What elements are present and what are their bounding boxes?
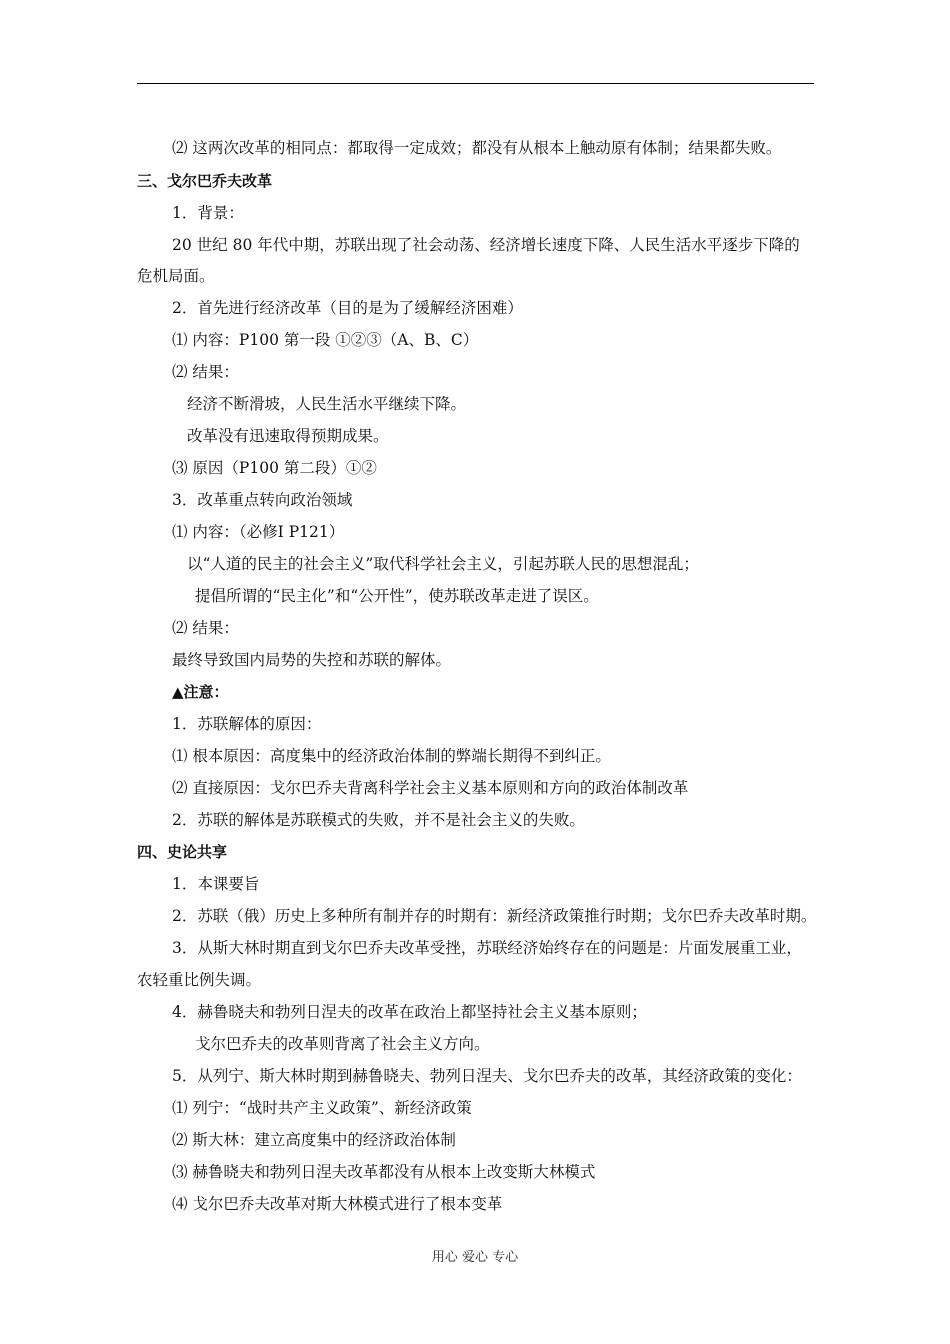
text-line: ⑴ 根本原因：高度集中的经济政治体制的弊端长期得不到纠正。: [172, 747, 611, 765]
text-line: 3．改革重点转向政治领域: [172, 491, 353, 509]
text-line: 20 世纪 80 年代中期，苏联出现了社会动荡、经济增长速度下降、人民生活水平逐步下降的: [172, 236, 800, 254]
text-line: ⑶ 赫鲁晓夫和勃列日涅夫改革都没有从根本上改变斯大林模式: [172, 1163, 596, 1181]
text-line: 戈尔巴乔夫的改革则背离了社会主义方向。: [195, 1035, 490, 1053]
text-line: 提倡所谓的“民主化”和“公开性”，使苏联改革走进了误区。: [195, 587, 599, 605]
text-line: 以“人道的民主的社会主义”取代科学社会主义，引起苏联人民的思想混乱；: [187, 555, 699, 573]
text-line: 最终导致国内局势的失控和苏联的解体。: [172, 651, 452, 669]
text-line: 农轻重比例失调。: [137, 971, 262, 989]
text-line: ⑵ 斯大林：建立高度集中的经济政治体制: [172, 1131, 456, 1149]
text-line: ⑵ 直接原因：戈尔巴乔夫背离科学社会主义基本原则和方向的政治体制改革: [172, 779, 689, 797]
text-line: ⑶ 原因（P100 第二段）①②: [172, 459, 377, 477]
text-line: ⑴ 内容：P100 第一段 ①②③（A、B、C）: [172, 331, 479, 349]
text-line: 2．首先进行经济改革（目的是为了缓解经济困难）: [172, 299, 523, 317]
text-line: 4．赫鲁晓夫和勃列日涅夫的改革在政治上都坚持社会主义基本原则；: [172, 1003, 647, 1021]
text-line: 改革没有迅速取得预期成果。: [187, 427, 389, 445]
text-line: 2．苏联的解体是苏联模式的失败，并不是社会主义的失败。: [172, 811, 585, 829]
text-line: 1．本课要旨: [172, 875, 260, 893]
text-line: ⑴ 列宁：“战时共产主义政策”、新经济政策: [172, 1099, 472, 1117]
text-line: 1．背景：: [172, 204, 244, 222]
text-line: 5．从列宁、斯大林时期到赫鲁晓夫、勃列日涅夫、戈尔巴乔夫的改革，其经济政策的变化：: [172, 1067, 802, 1085]
text-line: 3．从斯大林时期直到戈尔巴乔夫改革受挫，苏联经济始终存在的问题是：片面发展重工业，: [172, 939, 802, 957]
text-line: 危机局面。: [137, 267, 215, 285]
text-line: ⑴ 内容：（必修Ⅰ P121）: [172, 523, 345, 541]
text-line: ⑵ 结果：: [172, 363, 239, 381]
page-footer: 用心 爱心 专心: [431, 1250, 519, 1265]
text-line: ⑷ 戈尔巴乔夫改革对斯大林模式进行了根本变革: [172, 1195, 503, 1213]
text-line: 经济不断滑坡，人民生活水平继续下降。: [187, 395, 467, 413]
text-line: ⑵ 结果：: [172, 619, 239, 637]
text-line: 2．苏联（俄）历史上多种所有制并存的时期有：新经济政策推行时期；戈尔巴乔夫改革时期。: [172, 907, 817, 925]
text-line: 1．苏联解体的原因：: [172, 715, 322, 733]
text-line: ⑵ 这两次改革的相同点：都取得一定成效；都没有从根本上触动原有体制；结果都失败。: [172, 139, 782, 157]
note-heading: ▲注意：: [172, 683, 229, 701]
section-heading: 四、史论共享: [137, 843, 228, 861]
section-heading: 三、戈尔巴乔夫改革: [137, 172, 273, 190]
